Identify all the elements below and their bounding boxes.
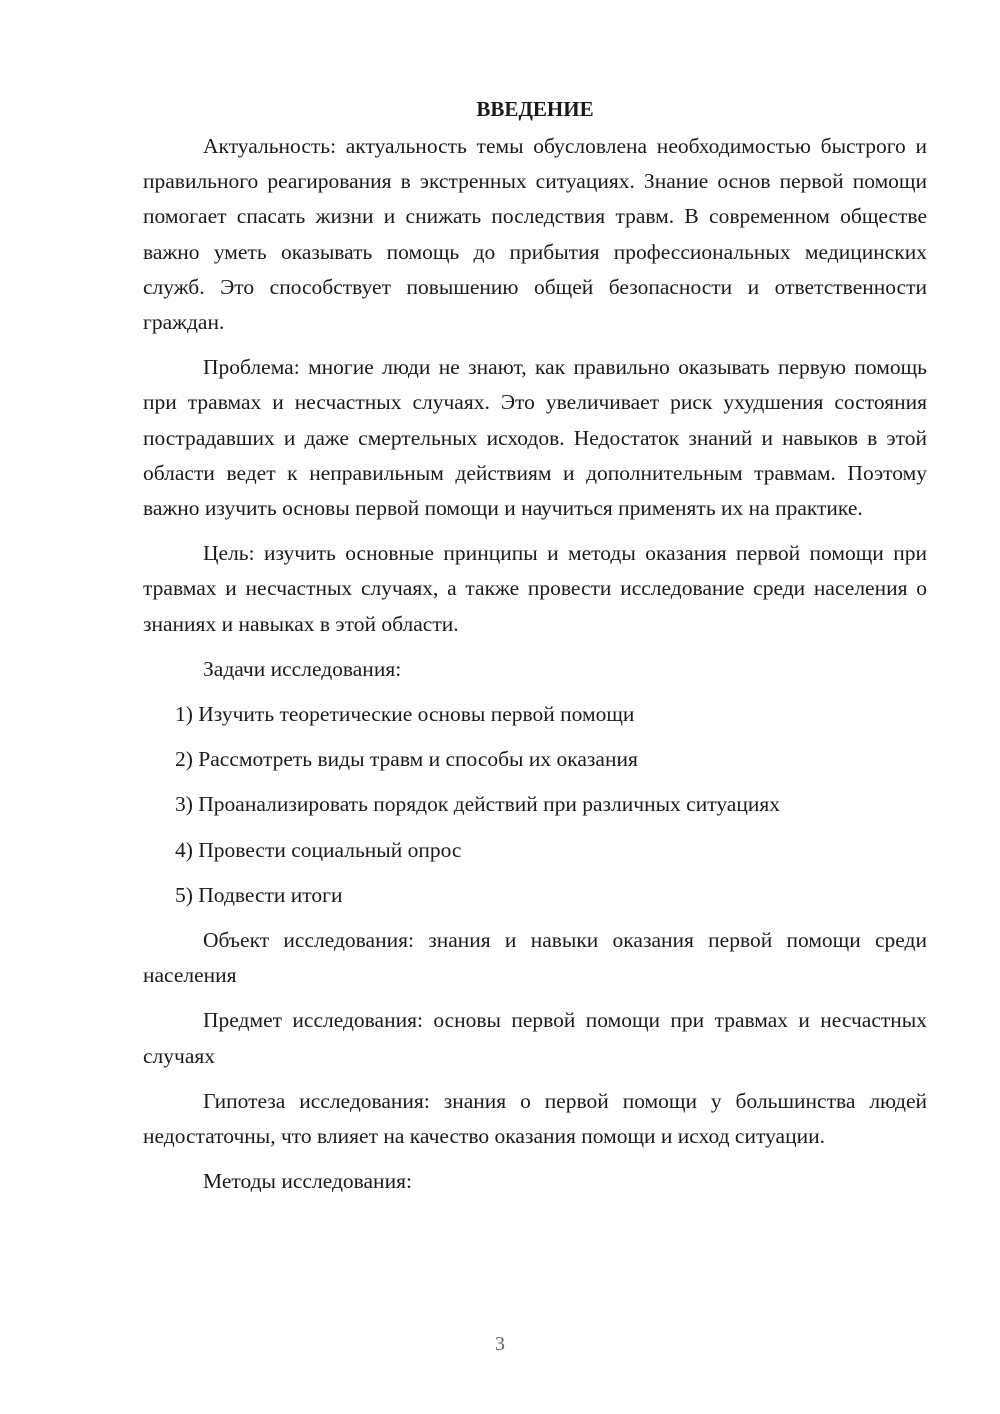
page-title: ВВЕДЕНИЕ <box>476 97 594 121</box>
goal-paragraph: Цель: изучить основные принципы и методы оказания первой помощи при травмах и несчастных случаях, а также провести исследование среди населения о знаниях и навыках в этой области. <box>143 541 927 636</box>
task-item: 2) Рассмотреть виды травм и способы их оказания <box>175 747 638 772</box>
task-item: 4) Провести социальный опрос <box>175 837 462 862</box>
problem-paragraph: Проблема: многие люди не знают, как правильно оказывать первую помощь при травмах и несчастных случаях. Это увеличивает риск ухудшения состояния пострадавших и даже смертельных исходов. Недостаток знаний и навыков в этой области ведет к неправильным действиям и дополнительным травмам. Поэтому важно изучить основы первой помощи и научиться применять их на практике. <box>143 355 927 521</box>
tasks-list <box>143 697 927 913</box>
task-item: 5) Подвести итоги <box>175 882 343 907</box>
relevance-paragraph: Актуальность: актуальность темы обусловлена необходимостью быстрого и правильного реагирования в экстренных ситуациях. Знание основ первой помощи помогает спасать жизни и снижать последствия травм. В современном обществе важно уметь оказывать помощь до прибытия профессиональных медицинских служб. Это способствует повышению общей безопасности и ответственности граждан. <box>143 134 927 335</box>
subject-paragraph: Предмет исследования: основы первой помощи при травмах и несчастных случаях <box>143 1008 927 1068</box>
hypothesis-paragraph: Гипотеза исследования: знания о первой помощи у большинства людей недостаточны, что влияет на качество оказания помощи и исход ситуации. <box>143 1088 927 1149</box>
page-content <box>143 92 927 1209</box>
methods-heading: Методы исследования: <box>203 1169 412 1194</box>
page-number: 3 <box>495 1333 505 1355</box>
tasks-heading: Задачи исследования: <box>203 656 402 681</box>
task-item: 1) Изучить теоретические основы первой помощи <box>175 702 635 727</box>
object-paragraph: Объект исследования: знания и навыки оказания первой помощи среди населения <box>143 928 927 988</box>
task-item: 3) Проанализировать порядок действий при различных ситуациях <box>175 792 780 817</box>
